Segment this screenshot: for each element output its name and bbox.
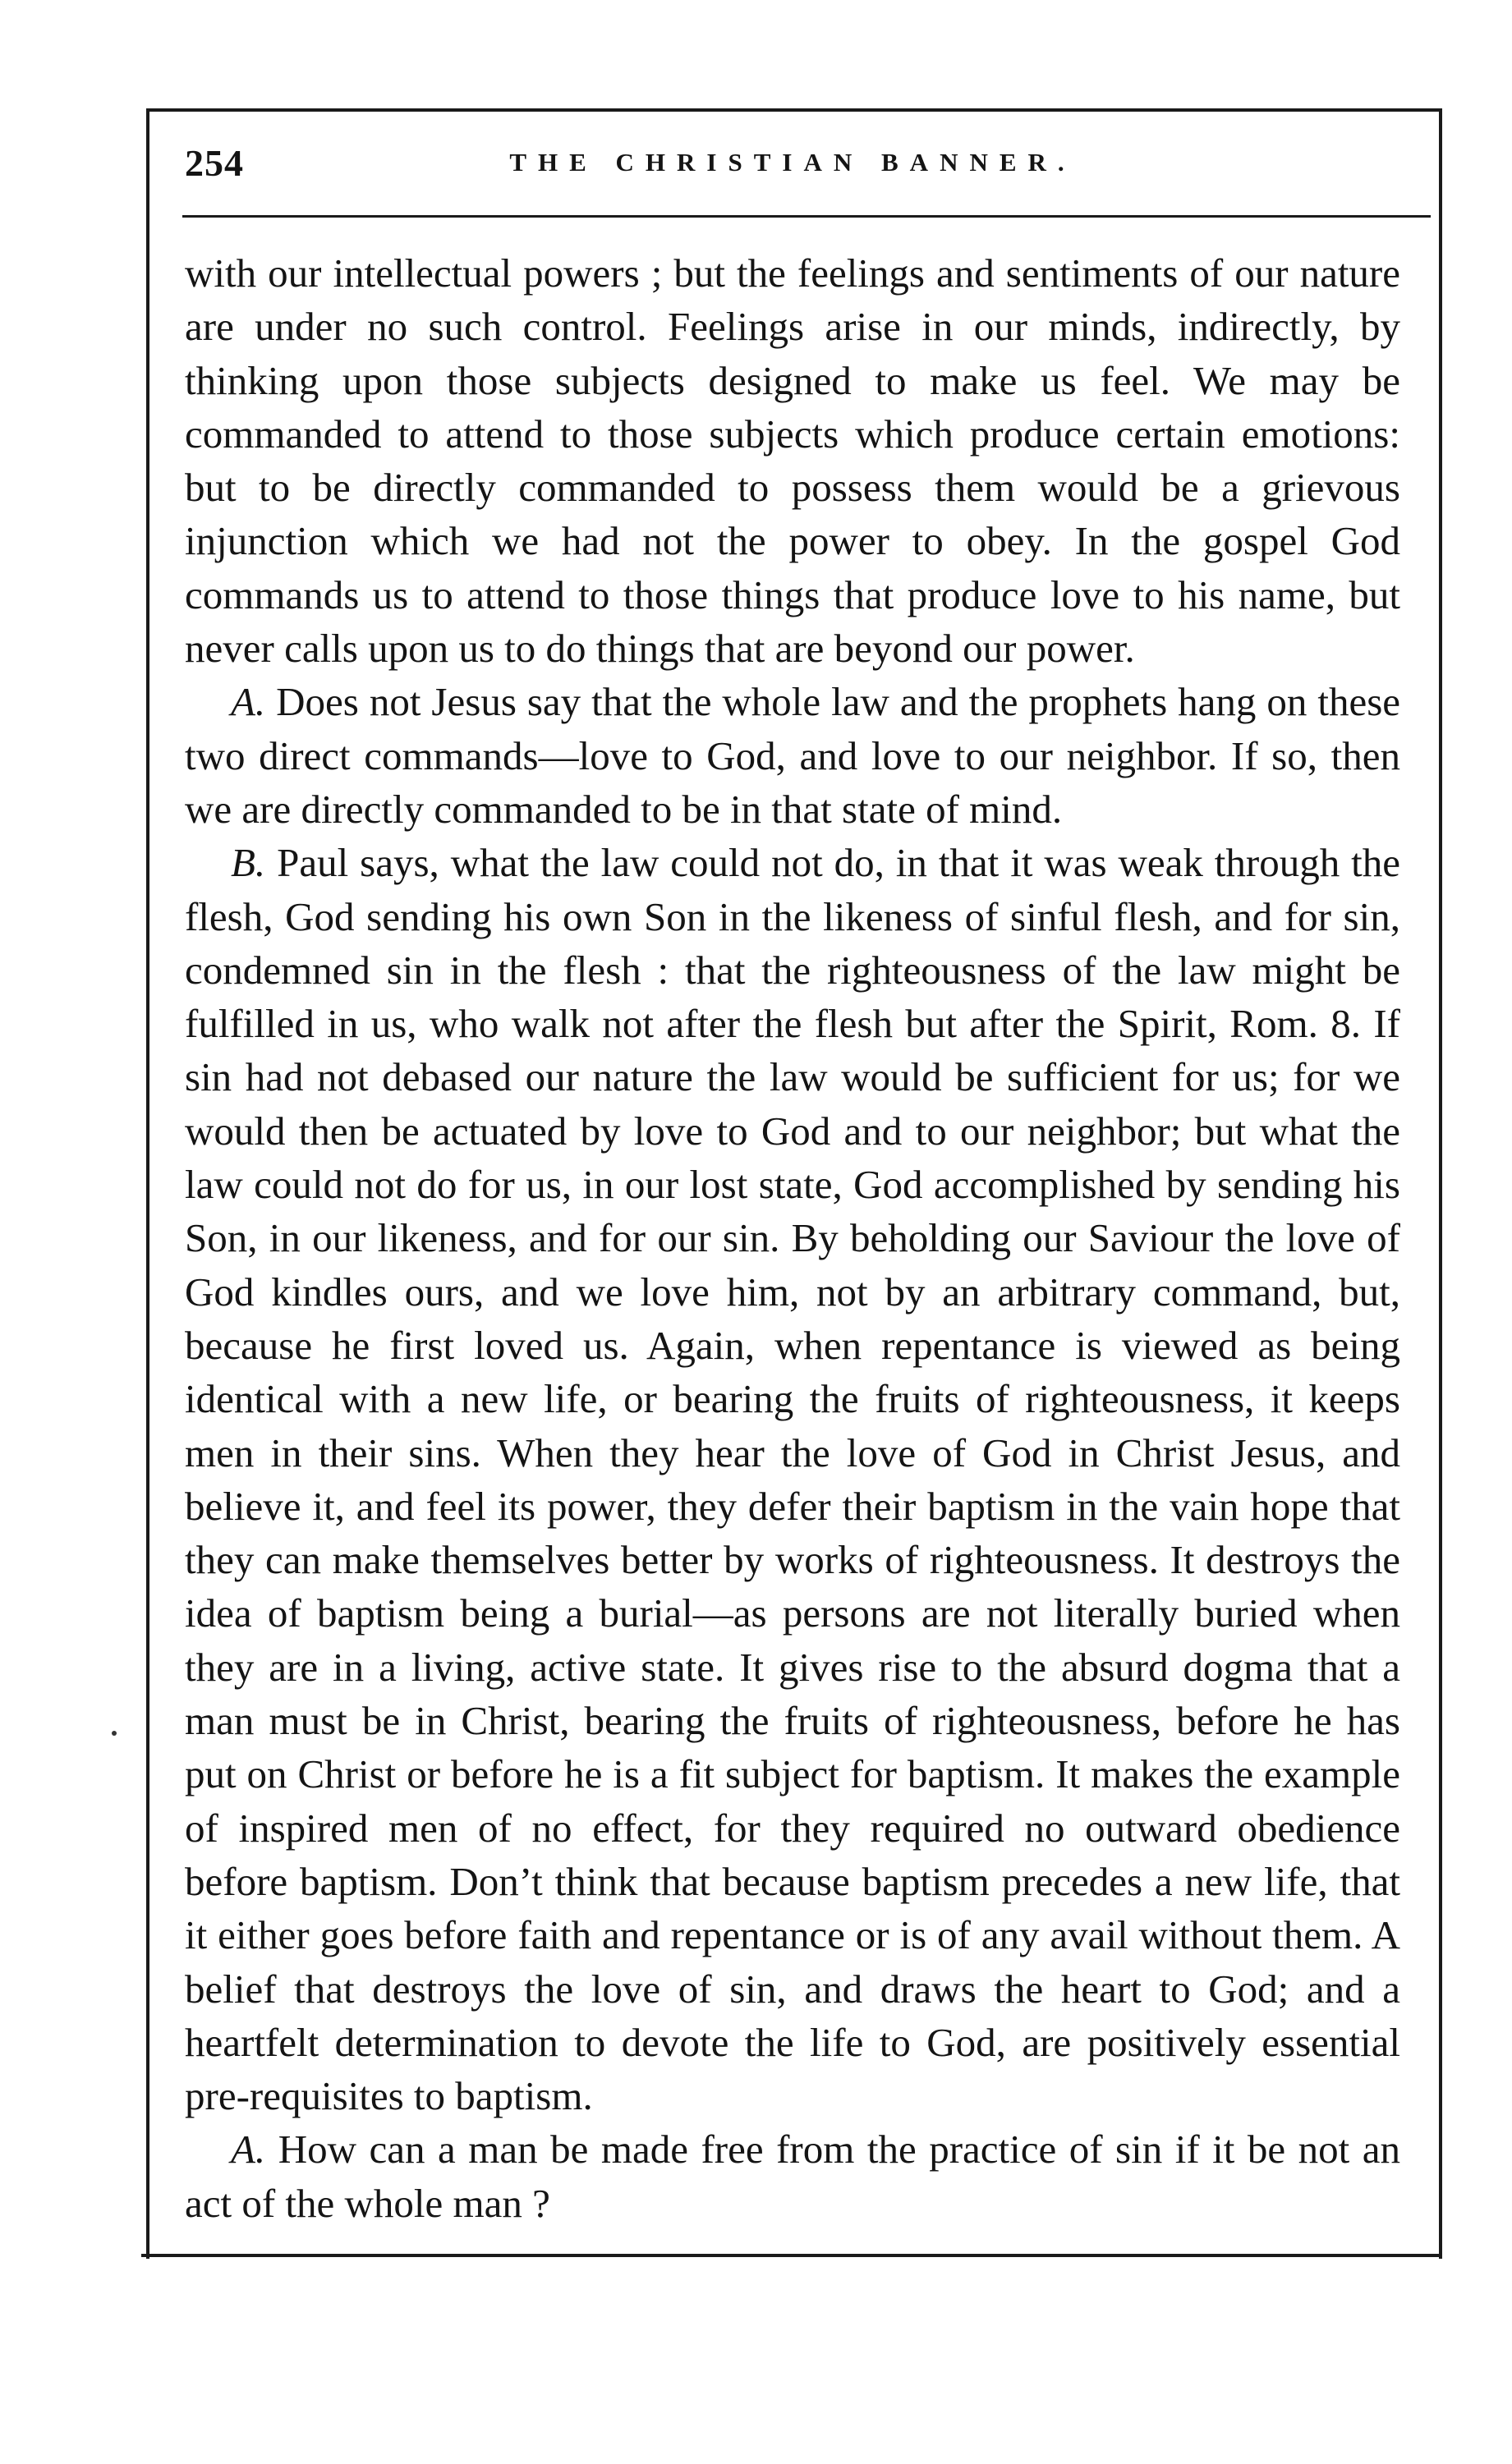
speaker-label: A. [231,679,266,725]
paragraph-text: Does not Jesus say that the whole law and the prophets hang on these two direct commands—love to God, and love to our neighbor. If so, then we are directly commanded to be in that state of mind. [185,679,1401,832]
running-head [185,141,1400,190]
paragraph-text: with our intellectual powers ; but the feelings and sentiments of our nature are under no such control. Feelings arise in our minds, indirectly, by thinking upon those subjects designed to make us feel. We may be commanded to attend to those subjects which produce certain emotions: but to be directly commanded to possess them would be a grievous injunction which we had not the power to obey. In the gospel God commands us to attend to those things that produce love to his name, but never calls upon us to do things that are beyond our power. [185,250,1400,672]
margin-mark [112,1731,117,1736]
speaker-label: A. [231,2127,266,2173]
paragraph-text: Paul says, what the law could not do, in that it was weak through the flesh, God sending his own Son in the likeness of sinful flesh, and for sin, condemned sin in the flesh : that the righteousness of the law might be fulfilled in us, who walk not after the flesh but after the Spirit, Rom. 8. If sin had not debased our nature the law would be sufficient for us; for we would then be actuated by love to God and to our neighbor; but what the law could not do for us, in our lost state, God accomplished by sending his Son, in our likeness, and for our sin. By beholding our Saviour the love of God kindles ours, and we love him, not by an arbitrary command, but, because he first loved us. Again, when repentance is viewed as being identical with a new life, or bearing the fruits of righteousness, it keeps men in their sins. When they hear the love of God in Christ Jesus, and believe it, and feel its power, they defer their baptism in the vain hope that they can make themselves better by works of righteousness. It destroys the idea of baptism being a burial—as persons are not literally buried when they are in a living, active state. It gives rise to the absurd dogma that a man must be in Christ, bearing the fruits of righteousness, before he has put on Christ or before he is a fit subject for baptism. It makes the example of inspired men of no effect, for they required no outward obedience before baptism. Don’t think that because baptism precedes a new life, that it either goes before faith and repentance or is of any avail without them. A belief that destroys the love of sin, and draws the heart to God; and a heartfelt determination to devote the life to God, are positively essential pre-requisites to baptism. [185,840,1400,2119]
speaker-label: B. [231,840,266,886]
dialogue-paragraph-a-question [185,2122,1400,2230]
header-rule [182,215,1431,218]
paragraph-text: How can a man be made free from the practice of sin if it be not an act of the whole man ? [185,2127,1401,2226]
page-number: 254 [185,142,244,184]
dialogue-paragraph-b [185,836,1400,2122]
dialogue-paragraph-a [185,675,1400,836]
bottom-rule [141,2254,1441,2257]
article-body [185,246,1400,2230]
journal-title: THE CHRISTIAN BANNER. [509,148,1076,177]
paragraph-continuation [185,246,1400,675]
